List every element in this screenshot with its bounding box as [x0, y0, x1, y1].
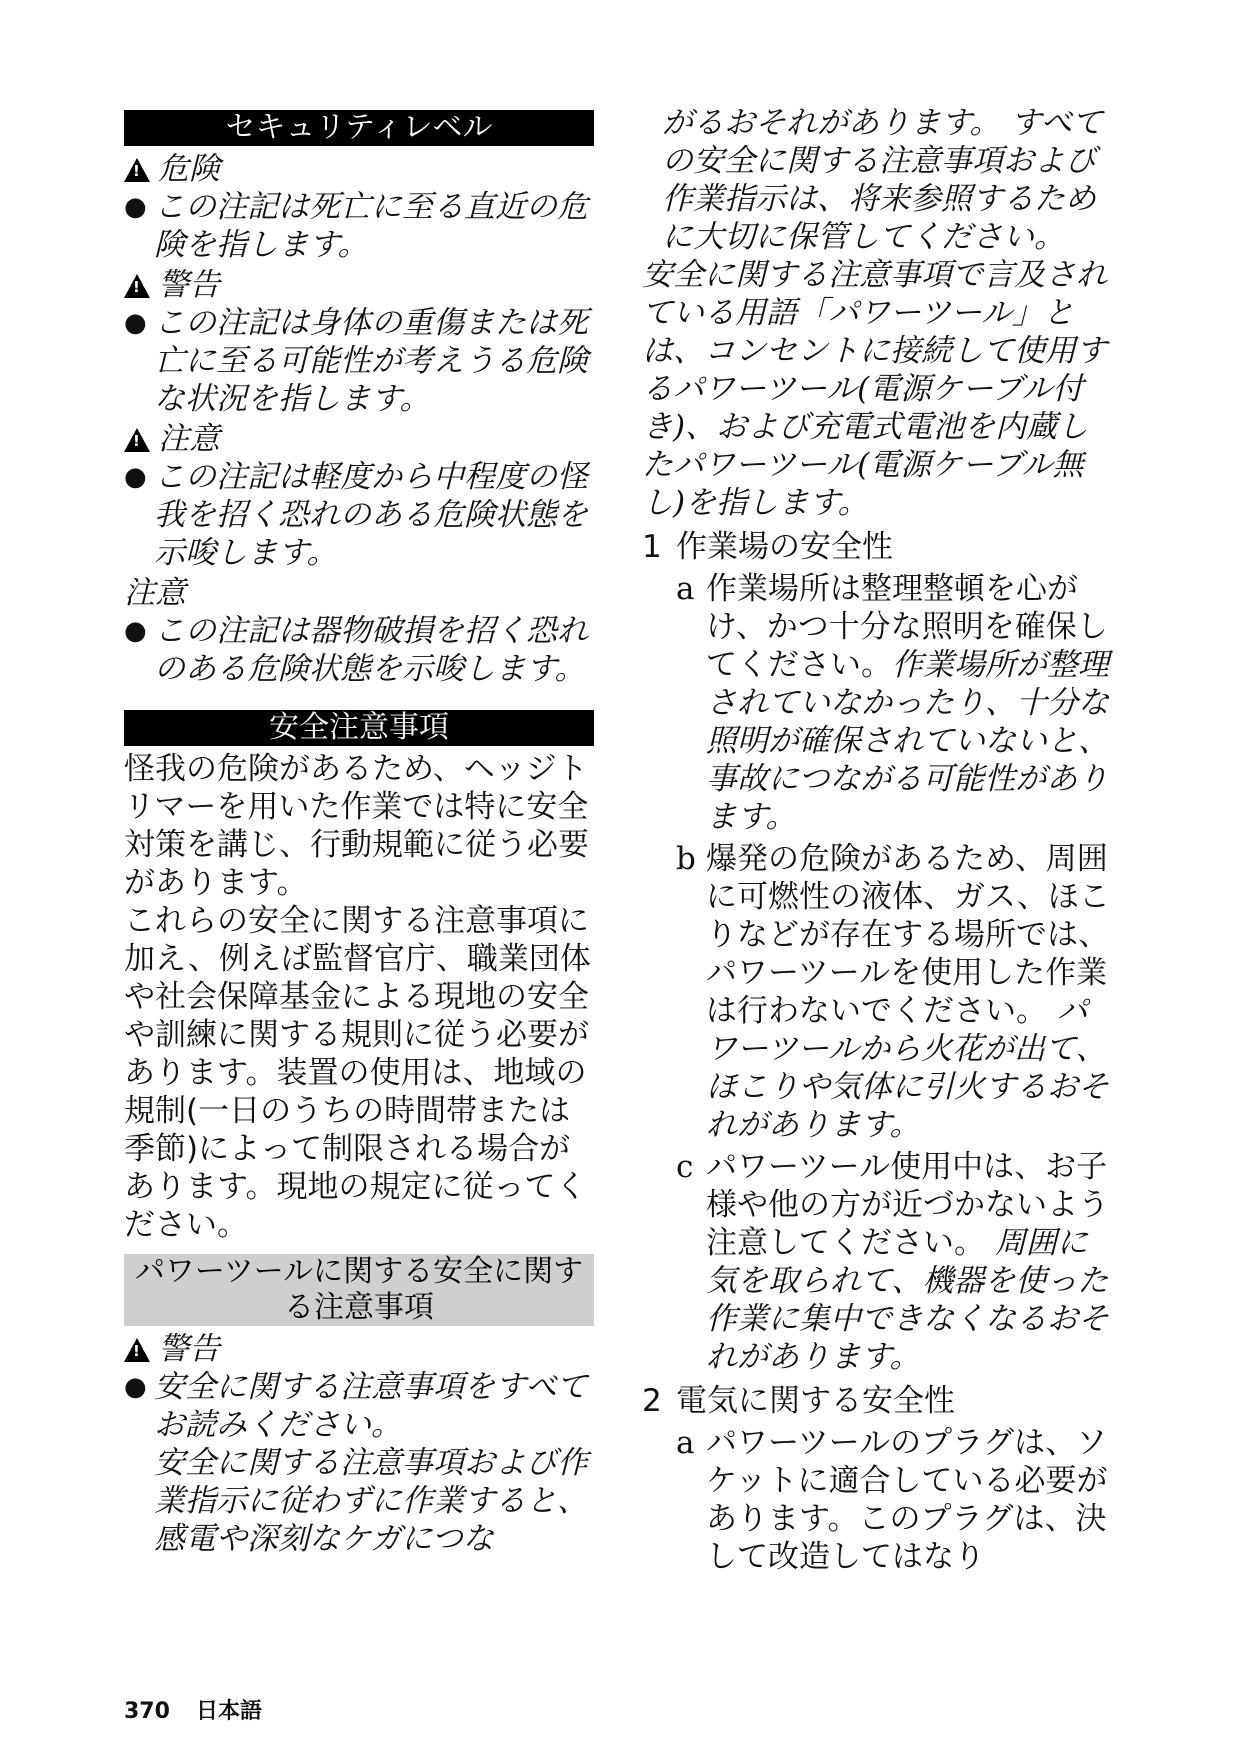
warning-triangle-icon	[124, 158, 150, 182]
notice-bullet: ● この注記は器物破損を招く恐れのある危険状態を示唆します。	[124, 613, 588, 687]
safety-instructions-header: 安全注意事項	[124, 710, 594, 746]
section-1-heading: 1 作業場の安全性	[642, 529, 893, 565]
security-level-header: セキュリティレベル	[124, 110, 594, 146]
warning-triangle-icon	[124, 1338, 150, 1362]
item-1c: c パワーツール使用中は、お子様や他の方が近づかないよう注意してください。 周囲に気を取られて、機器を使った作業に集中できなくなるおそれがあります。	[676, 1149, 1109, 1375]
left-column	[124, 106, 594, 1558]
item-1a: a 作業場所は整理整頓を心がけ、かつ十分な照明を確保してください。作業場所が整理されていなかったり、十分な照明が確保されていないと、事故につながる可能性があります。	[676, 571, 1109, 835]
page-footer	[124, 1694, 288, 1725]
warning-triangle-icon	[124, 274, 150, 298]
intro-paragraph-1: 怪我の危険があるため、ヘッジトリマーを用いた作業では特に安全対策を講じ、行動規範に従う必要があります。	[124, 751, 589, 901]
danger-bullet: ● この注記は死亡に至る直近の危険を指します。	[124, 189, 588, 263]
bullet-icon: ●	[124, 192, 147, 222]
page-number: 370	[124, 1699, 170, 1724]
caution-heading: !注意	[124, 420, 594, 458]
section-2-heading: 2 電気に関する安全性	[642, 1383, 955, 1419]
read-all-continuation: 安全に関する注意事項および作業指示に従わずに作業すると、感電や深刻なケガにつな	[154, 1445, 588, 1557]
danger-heading: !危険	[124, 150, 594, 188]
caution-bullet: ● この注記は軽度から中程度の怪我を招く恐れのある危険状態を示唆します。	[124, 459, 588, 571]
warning-heading-2: !警告	[124, 1330, 594, 1368]
intro-paragraph-2: これらの安全に関する注意事項に加え、例えば監督官庁、職業団体や社会保障基金による現地の安全や訓練に関する規則に従う必要があります。装置の使用は、地域の規制(一日のうちの時間帯または季節)によって制限される場合があります。現地の規定に従ってください。	[124, 903, 591, 1243]
bullet-icon: ●	[124, 616, 147, 646]
power-tool-term-paragraph: 安全に関する注意事項で言及されている用語「パワーツール」とは、コンセントに接続して使用するパワーツール(電源ケーブル付き)、および充電式電池を内蔵したパワーツール(電源ケーブル無し)を指します。	[642, 257, 1107, 521]
item-1b: b 爆発の危険があるため、周囲に可燃性の液体、ガス、ほこりなどが存在する場所では、パワーツールを使用した作業は行わないでください。 パワーツールから火花が出て、ほこりや気体に引火するおそれがあります。	[676, 841, 1110, 1143]
right-column	[642, 104, 1112, 1576]
bullet-icon: ●	[124, 462, 147, 492]
footer-language: 日本語	[195, 1699, 262, 1724]
warning-heading: !警告	[124, 266, 594, 304]
read-all-text: 安全に関する注意事項をすべてお読みください。	[154, 1369, 588, 1443]
bullet-icon: ●	[124, 1372, 147, 1402]
notice-heading: 注意	[124, 575, 186, 611]
continuation-text: がるおそれがあります。 すべての安全に関する注意事項および作業指示は、将来参照するために大切に保管してください。	[662, 105, 1103, 255]
warning-triangle-icon	[124, 428, 150, 452]
warning-bullet: ● この注記は身体の重傷または死亡に至る可能性が考えうる危険な状況を指します。	[124, 305, 588, 417]
bullet-icon: ●	[124, 308, 147, 338]
read-all-bullet	[124, 1368, 594, 1558]
item-2a: a パワーツールのプラグは、ソケットに適合している必要があります。このプラグは、決して改造してはなり	[676, 1425, 1108, 1575]
power-tool-safety-header: パワーツールに関する安全に関する注意事項	[124, 1254, 594, 1326]
